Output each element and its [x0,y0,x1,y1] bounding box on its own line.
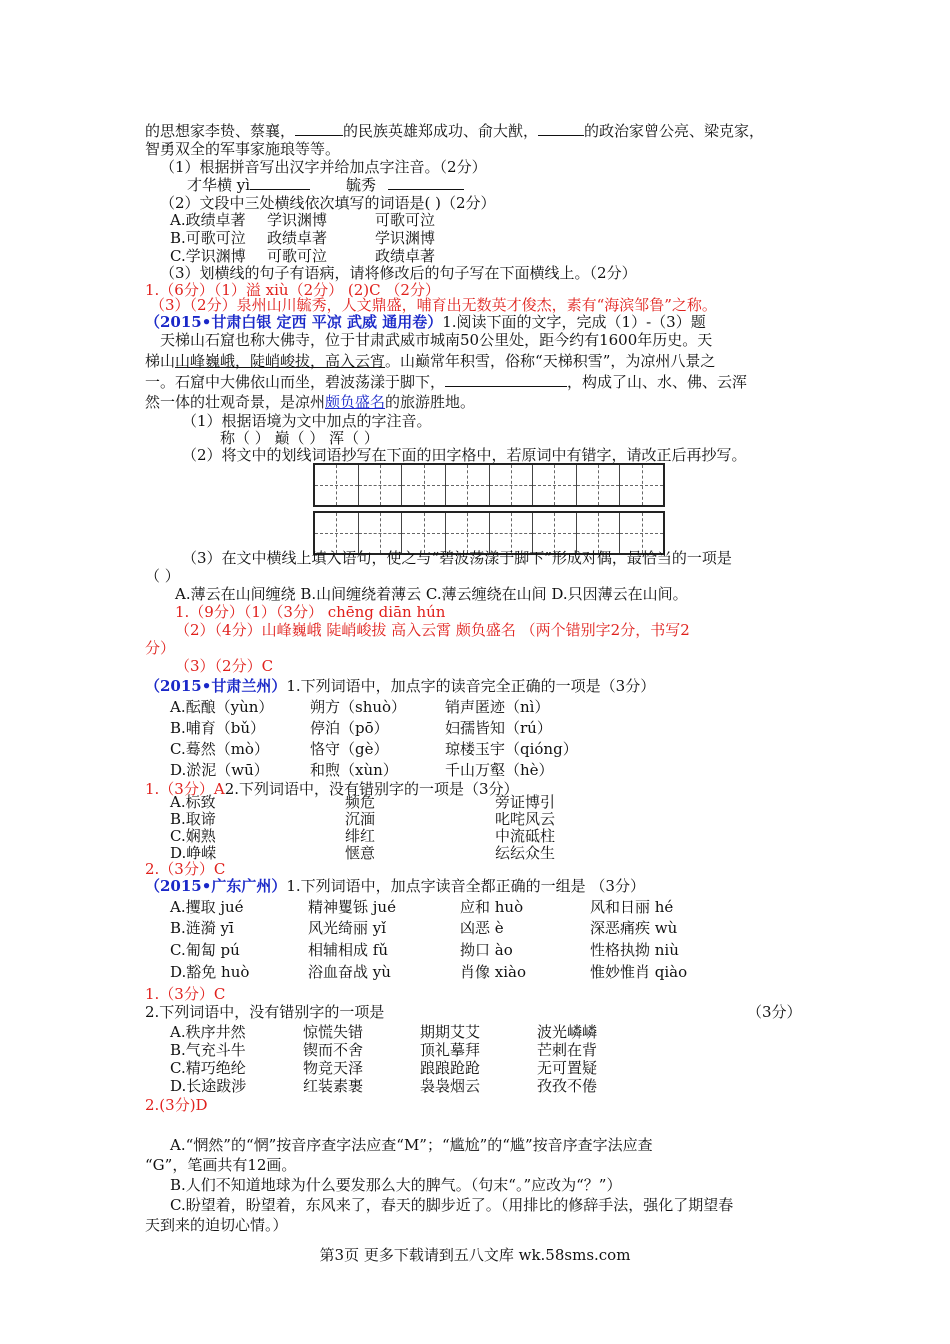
question: （3）划横线的句子有语病，请将修改后的句子写在下面横线上。（2分） [160,264,637,282]
text-line: 智勇双全的军事家施琅等等。 [145,140,341,158]
source-label: （2015•甘肃兰州） [145,677,287,695]
answer: 2.（3分）C [145,860,226,878]
document-page: 的思想家李贽、蔡襄， 的民族英雄郑成功、俞大猷， 的政治家曾公亮、梁克家， 智勇双全的军事家施琅等等。 （1）根据拼音写出汉字并给加点字注音。（2分） 才华横 yì 毓秀 （2）文段中三处横线依次填写的词语是( )（2分） A.政绩卓著 学识渊博 可歌可泣 B.可歌可泣 政绩卓著 学识渊博 C.学识渊博 可歌可泣 政绩卓著 （3）划横线的句子有语病，请将修改后的句子写在下面横线上。（2分） 1.（6分）（1）溢 xiù（2分） (2)C （2分） （3）（2分）泉州山川毓秀，人文鼎盛，哺育出无数英才俊杰，素有“海滨邹鲁”之称。 （2015•甘肃白银 定西 平凉 武威 通用卷）1.阅读下面的文字，完成（1）-（3）题 天梯山石窟也称大佛寺，位于甘肃武威市城南50公里处，距今约有1600年历史。天 梯山山峰巍峨，陡峭峻拔，高入云宵。山巅常年积雪，俗称“天梯积雪”，为凉州八景之 一。石窟中大佛依山而坐，碧波荡漾于脚下， ，构成了山、水、佛、云浑 然一体的壮观奇景，是凉州颇负盛名的旅游胜地。 （1）根据语境为文中加点的字注音。 称（ ） 巅（ ） 浑（ ） （2）将文中的划线词语抄写在下面的田字格中，若原词中有错字，请改正后再抄写。 （3）在文中横线上填入语句，使之与“碧波荡漾于脚下”形成对偶，最恰当的一项是 （ ） A.薄云在山间缠绕 B.山间缠绕着薄云 C.薄云缠绕在山间 D.只因薄云在山间。 1.（9分）（1）（3分） chēng diān hún （2）（4分）山峰巍峨 陡峭峻拔 高入云霄 颇负盛名 （两个错别字2分，书写2 分） （3）（2分）C （2015•甘肃兰州）1.下列词语中，加点字的读音完全正确的一项是（3分） A.酝酿（yùn） 朔方（shuò） 销声匿迹（nì） B.哺育（bǔ） 停泊（pō） 妇孺皆知（rú） C.蓦然（mò） 恪守（gè） 琼楼玉宇（qióng） D.淤泥（wū） 和煦（xùn） 千山万壑（hè） 1.（3分）A2.下列词语中，没有错别字的一项是（3分） A.标致 频危 旁证博引 B.取谛 沉湎 叱咤风云 C.娴熟 绯红 中流砥柱 D.峥嵘 惬意 纭纭众生 2.（3分）C （2015•广东广州）1.下列词语中，加点字读音全都正确的一组是 （3分） A.攫取 jué 精神矍铄 jué 应和 huò 风和日丽 hé B.涟漪 yī 风光绮丽 yǐ 凶恶 è 深恶痛疾 wù C.匍匐 pú 相辅相成 fǔ 拗口 ào 性格执拗 niù D.豁免 huò 浴血奋战 yù 肖像 xiào 惟妙惟肖 qiào 1.（3分）C 2.下列词语中，没有错别字的一项是 （3分） A.秩序井然 惊慌失错 期期艾艾 波光嶙嶙 B.气充斗牛 锲而不舍 顶礼摹拜 芒刺在背 C.精巧绝纶 物竞天泽 踉踉跄跄 无可置疑 D.长途跋涉 红装素裹 袅袅烟云 孜孜不倦 2.(3分)D 第3页 更多下载请到五八文库 wk.58sms.com [0,0,950,1344]
option-line: B.人们不知道地球为什么要发那么大的脾气。（句末“。”应改为“？”） [170,1176,622,1194]
text-line: 1.（3分）A2.下列词语中，没有错别字的一项是（3分） [145,780,519,798]
source-label: （2015•甘肃白银 定西 平凉 武威 通用卷） [145,313,443,331]
question: （2）文段中三处横线依次填写的词语是( )（2分） [160,194,496,212]
answer: （3）（2分）C [175,657,274,675]
question-header: （2015•广东广州）1.下列词语中，加点字读音全都正确的一组是 （3分） [145,877,645,895]
option-line: A.“惘然”的“惘”按音序查字法应查“M”；“尴尬”的“尴”按音序查字法应查 [170,1136,653,1154]
tianzige-grid [313,463,665,507]
question: （1）根据拼音写出汉字并给加点字注音。（2分） [160,158,487,176]
question-header: （2015•甘肃白银 定西 平凉 武威 通用卷）1.阅读下面的文字，完成（1）-（3）题 [145,313,706,331]
answer: 1.（9分）（1）（3分） chēng diān hún [175,603,446,621]
text-line: 称（ ） 巅（ ） 浑（ ） [220,429,379,447]
score-label: （3分） [747,1003,802,1021]
answer: 1.（3分）C [145,985,226,1003]
fill-blank [295,121,343,136]
option-line: C.盼望着，盼望着，东风来了，春天的脚步近了。（用排比的修辞手法，强化了期望春 [170,1196,734,1214]
fill-blank [538,121,584,136]
answer: （3）（2分）泉州山川毓秀，人文鼎盛，哺育出无数英才俊杰，素有“海滨邹鲁”之称。 [150,296,717,314]
text-line: 一。石窟中大佛依山而坐，碧波荡漾于脚下， ，构成了山、水、佛、云浑 [145,373,748,391]
answer: （2）（4分）山峰巍峨 陡峭峻拔 高入云霄 颇负盛名 （两个错别字2分，书写2 [175,621,690,639]
page-footer: 第3页 更多下载请到五八文库 wk.58sms.com [319,1246,631,1264]
answer: 2.(3分)D [145,1096,208,1114]
text-line: 才华横 yì 毓秀 [187,175,464,195]
link[interactable]: 颇负盛名 [325,393,386,411]
text-line: 天到来的迫切心情。） [145,1216,288,1234]
text-line: 梯山山峰巍峨，陡峭峻拔，高入云宵。山巅常年积雪，俗称“天梯积雪”，为凉州八景之 [145,352,716,370]
fill-blank [388,175,464,190]
question: （2）将文中的划线词语抄写在下面的田字格中，若原词中有错字，请改正后再抄写。 [182,446,747,464]
text-line: “G”，笔画共有12画。 [145,1156,297,1174]
fill-blank [445,372,567,387]
text-line: 天梯山石窟也称大佛寺，位于甘肃武威市城南50公里处，距今约有1600年历史。天 [160,331,713,349]
answer: 1.（6分）（1）溢 xiù（2分） (2)C （2分） [145,281,440,299]
answer: 1.（3分）A [145,780,225,798]
fill-blank [250,175,310,190]
question: （3）在文中横线上填入语句，使之与“碧波荡漾于脚下”形成对偶，最恰当的一项是 [182,549,732,567]
text-line: 然一体的壮观奇景，是凉州颇负盛名的旅游胜地。 [145,393,476,411]
answer: 分） [145,639,176,657]
text-line: 的思想家李贽、蔡襄， 的民族英雄郑成功、俞大猷， 的政治家曾公亮、梁克家， [145,122,765,140]
source-label: （2015•广东广州） [145,877,287,895]
question: 2.下列词语中，没有错别字的一项是 [145,1003,385,1021]
option-row: A.薄云在山间缠绕 B.山间缠绕着薄云 C.薄云缠绕在山间 D.只因薄云在山间。 [175,585,688,603]
text-line: （ ） [145,567,180,585]
question-header: （2015•甘肃兰州）1.下列词语中，加点字的读音完全正确的一项是（3分） [145,677,656,695]
question: （1）根据语境为文中加点的字注音。 [182,412,432,430]
